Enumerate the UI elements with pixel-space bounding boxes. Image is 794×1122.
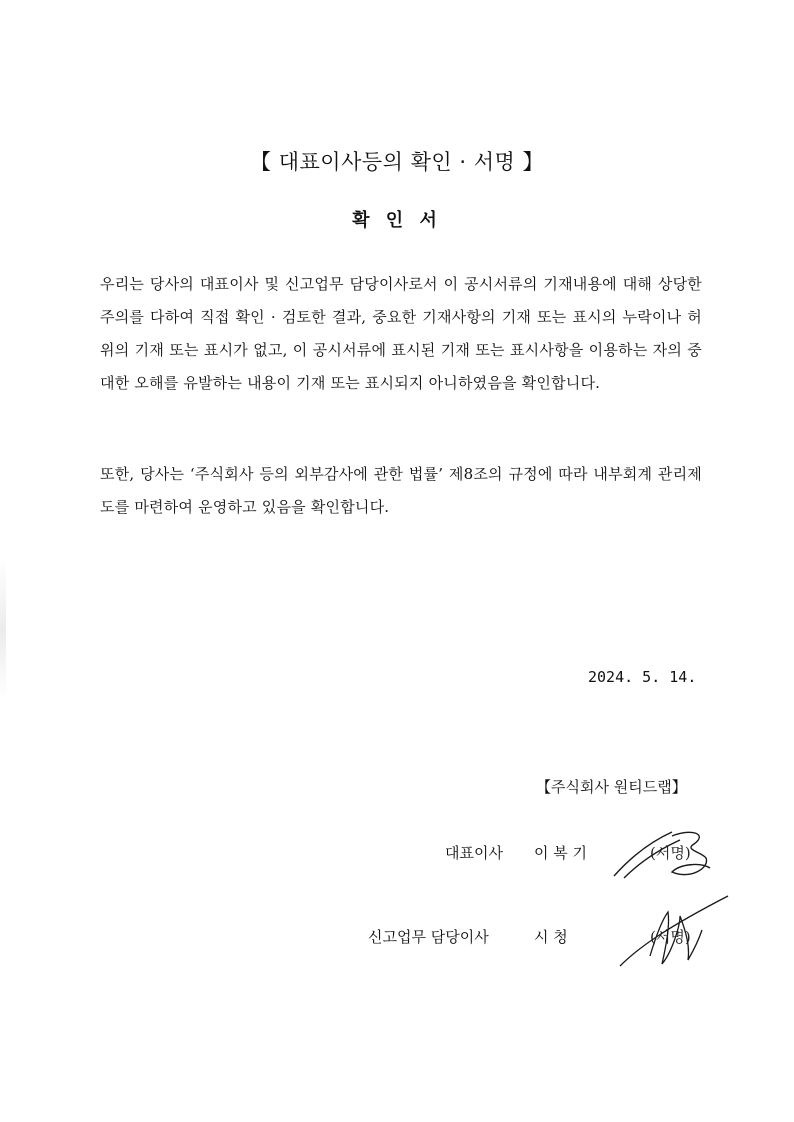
signatory-title: 신고업무 담당이사: [368, 928, 489, 946]
document-subtitle: 확 인 서: [352, 210, 442, 231]
signatory-name: 이 복 기: [534, 844, 588, 862]
confirmation-paragraph: 우리는 당사의 대표이사 및 신고업무 담당이사로서 이 공시서류의 기재내용에 대해 상당한 주의를 다하여 직접 확인 · 검토한 결과, 중요한 기재사항의 기재 또는 표시의 누락이나 허위의 기재 또는 표시가 없고, 이 공시서류에 표시된 기재 또는 표시사항을 이용하는 자의 중대한 오해를 유발하는 내용이 기재 또는 표시되지 아니하였음을 확인합니다.: [100, 275, 702, 392]
handwritten-signature-officer: [610, 886, 740, 976]
handwritten-signature-ceo: [610, 828, 720, 888]
internal-control-paragraph: 또한, 당사는 ‘주식회사 등의 외부감사에 관한 법률’ 제8조의 규정에 따라 내부회계 관리제도를 마련하여 운영하고 있음을 확인합니다.: [100, 465, 702, 516]
company-name: 【주식회사 원티드랩】: [536, 778, 687, 796]
signature-label: (서명): [650, 844, 691, 862]
document-date: 2024. 5. 14.: [588, 668, 697, 686]
signature-label: (서명): [650, 928, 691, 946]
signatory-name: 시 청: [534, 928, 568, 946]
document-title: 【 대표이사등의 확인 · 서명 】: [250, 150, 544, 174]
signatory-title: 대표이사: [445, 844, 503, 862]
scan-edge-shadow: [0, 560, 6, 700]
